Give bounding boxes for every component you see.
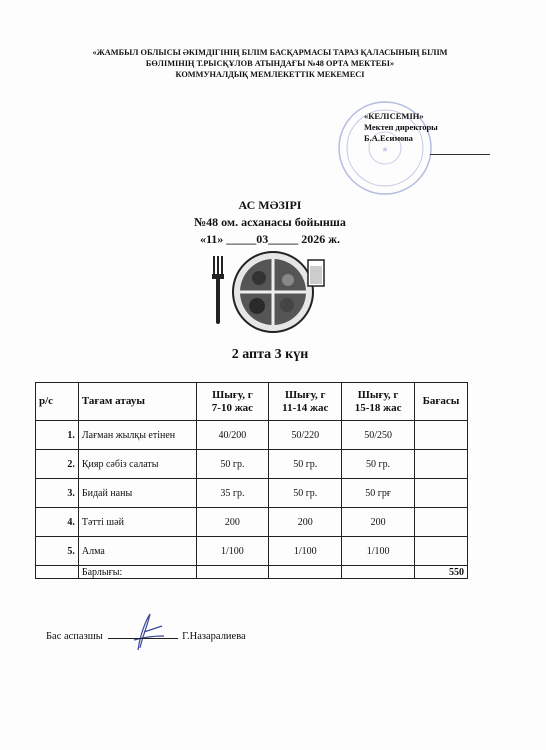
chef-name: Г.Назаралиева [182,631,246,642]
row-portion-11-14: 1/100 [269,537,342,566]
approval-position: Мектеп директоры [364,122,438,132]
row-portion-11-14: 50/220 [269,421,342,450]
row-portion-7-10: 1/100 [196,537,269,566]
row-portion-7-10: 40/200 [196,421,269,450]
total-empty-cell [36,566,79,579]
chef-role: Бас аспазшы [46,631,103,642]
row-price [415,421,468,450]
row-portion-7-10: 50 гр. [196,450,269,479]
header-line-3: КОММУНАЛДЫҚ МЕМЛЕКЕТТІК МЕКЕМЕСІ [175,70,365,79]
col-header-dish: Тағам атауы [78,383,196,421]
table-row [36,537,468,566]
row-portion-15-18: 50 грғ [342,479,415,508]
row-price [415,479,468,508]
total-empty-cell [342,566,415,579]
col-header-portion-7-10: Шығу, г 7-10 жас [196,383,269,421]
row-dish: Қияр сәбіз салаты [78,450,196,479]
table-row [36,479,468,508]
signature-line [108,638,178,639]
footer-signature [46,631,246,642]
row-num: 5. [36,537,79,566]
table-row [36,421,468,450]
plate-illustration [205,250,330,335]
svg-text:★: ★ [381,145,389,154]
menu-title-line-1: АС МӘЗІРІ [238,198,302,212]
table-row [36,450,468,479]
menu-title-line-2: №48 ом. асханасы бойынша [194,215,346,229]
row-portion-11-14: 200 [269,508,342,537]
director-signature-line [430,154,490,155]
total-empty-cell [196,566,269,579]
total-value: 550 [415,566,468,579]
header-line-2: БӨЛІМІНІҢ Т.РЫСҚҰЛОВ АТЫНДАҒЫ №48 ОРТА МЕКТЕБІ» [145,59,395,68]
approval-block [364,111,484,144]
row-portion-15-18: 1/100 [342,537,415,566]
row-portion-15-18: 50 гр. [342,450,415,479]
col-header-portion-15-18: Шығу, г 15-18 жас [342,383,415,421]
row-price [415,450,468,479]
total-empty-cell [269,566,342,579]
row-num: 2. [36,450,79,479]
row-price [415,508,468,537]
row-dish: Тәтті шәй [78,508,196,537]
row-num: 3. [36,479,79,508]
row-dish: Бидай наны [78,479,196,508]
row-dish: Алма [78,537,196,566]
row-portion-11-14: 50 гр. [269,450,342,479]
row-num: 4. [36,508,79,537]
total-label: Барлығы: [78,566,196,579]
menu-title [140,197,400,248]
col-header-portion-11-14: Шығу, г 11-14 жас [269,383,342,421]
row-portion-7-10: 35 гр. [196,479,269,508]
col-header-num: р/с [36,383,79,421]
row-num: 1. [36,421,79,450]
table-header-row [36,383,468,421]
week-day-label: 2 апта 3 күн [231,347,309,362]
total-row [36,566,468,579]
approval-name: Б.А.Есимова [364,133,413,143]
row-portion-11-14: 50 гр. [269,479,342,508]
row-portion-7-10: 200 [196,508,269,537]
row-dish: Лағман жылқы етінен [78,421,196,450]
row-portion-15-18: 50/250 [342,421,415,450]
header-line-1: «ЖАМБЫЛ ОБЛЫСЫ ӘКІМДІГІНІҢ БІЛІМ БАСҚАРМАСЫ ТАРАЗ ҚАЛАСЫНЫҢ БІЛІМ [92,48,448,57]
row-price [415,537,468,566]
school-header [40,47,500,80]
table-row [36,508,468,537]
row-portion-15-18: 200 [342,508,415,537]
approval-title: «КЕЛІСЕМІН» [364,111,424,121]
menu-table [35,382,468,579]
col-header-price: Бағасы [415,383,468,421]
menu-title-line-3: «11» _____03_____ 2026 ж. [199,232,341,246]
